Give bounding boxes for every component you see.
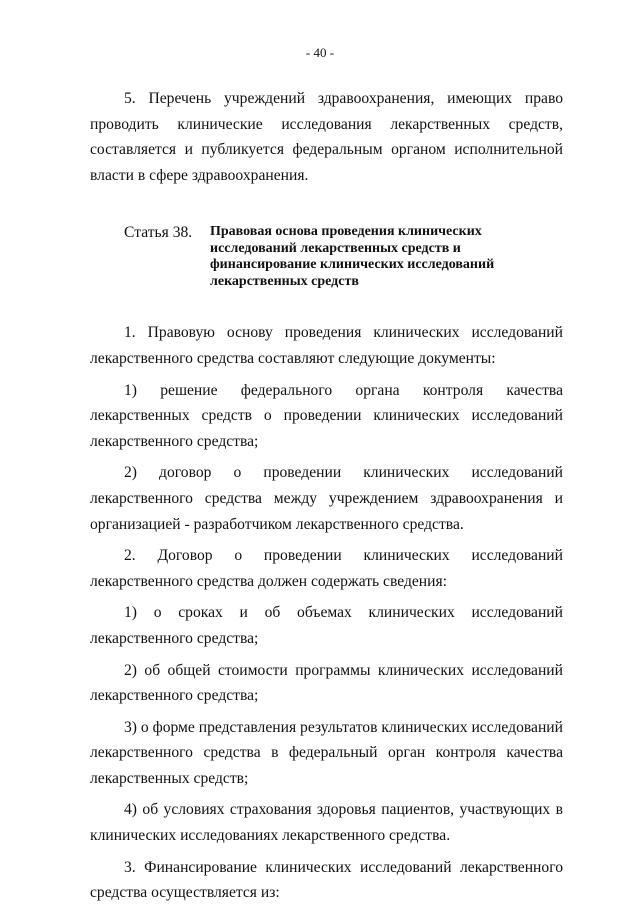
paragraph-1: 1. Правовую основу проведения клинических исследований лекарственного средства составляют следующие документы: [90,324,563,367]
paragraph-2-item-3: 3) о форме представления результатов клинических исследований лекарственного средства в федеральный орган контроля качества лекарственных средств; [90,718,563,787]
article-title: Правовая основа проведения клинических исследований лекарственных средств и финансирование клинических исследований лекарственных средств [210,224,495,289]
intro-paragraph: 5. Перечень учреждений здравоохранения, имеющих право проводить клинические исследования лекарственных средств, составляется и публикуется федеральным органом исполнительной власти в сфере здравоохранения. [90,90,563,184]
document-body [90,86,563,912]
paragraph-2-item-2: 2) об общей стоимости программы клинических исследований лекарственного средства; [90,661,563,705]
paragraph-1-item-2: 2) договор о проведении клинических исследований лекарственного средства между учреждением здравоохранения и организацией - разработчиком лекарственного средства. [90,464,563,533]
paragraph-3: 3. Финансирование клинических исследований лекарственного средства осуществляется из: [90,858,563,902]
page-number: - 40 - [305,45,335,60]
paragraph-1-item-1: 1) решение федерального органа контроля качества лекарственных средств о проведении клинических исследований лекарственного средства; [90,381,563,450]
article-number: Статья 38. [124,224,193,242]
paragraph-2-item-4: 4) об условиях страхования здоровья пациентов, участвующих в клинических исследованиях лекарственного средства. [90,801,563,845]
article-heading [90,224,563,290]
paragraph-2: 2. Договор о проведении клинических исследований лекарственного средства должен содержать сведения: [90,547,563,590]
paragraph-2-item-1: 1) о сроках и об объемах клинических исследований лекарственного средства; [90,604,563,647]
